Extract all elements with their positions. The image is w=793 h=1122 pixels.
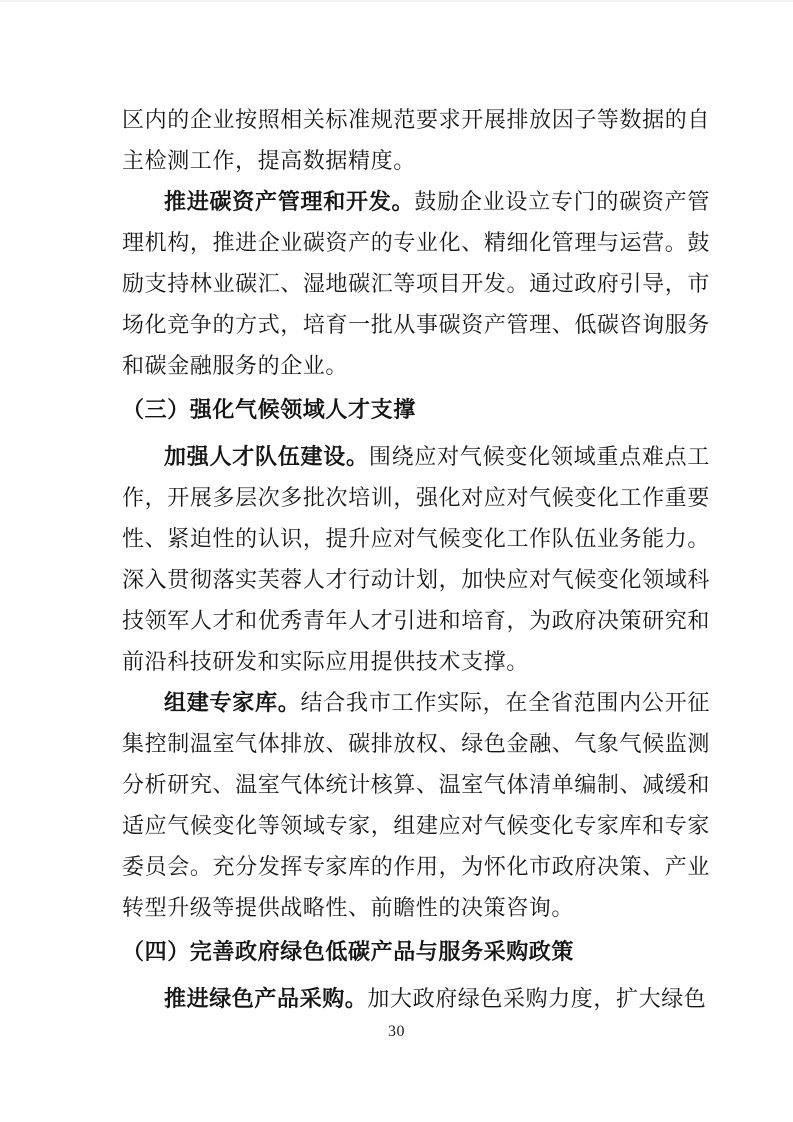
paragraph-text: 区内的企业按照相关标准规范要求开展排放因子等数据的自主检测工作，提高数据精度。 <box>122 107 710 173</box>
document-body <box>122 99 710 1019</box>
page-number: 30 <box>388 1023 405 1040</box>
paragraph-lead: 加强人才队伍建设。 <box>164 444 369 469</box>
paragraph-text: 加大政府绿色采购力度，扩大绿色 <box>367 986 707 1011</box>
paragraph-text: 围绕应对气候变化领域重点难点工作，开展多层次多批次培训，强化对应对气候变化工作重要性、紧迫性的认识，提升应对气候变化工作队伍业务能力。深入贯彻落实芙蓉人才行动计划，加快应对气候变化领域科技领军人才和优秀青年人才引进和培育，为政府决策研究和前沿科技研发和实际应用提供技术支撑。 <box>122 444 710 674</box>
paragraph-carbon-asset <box>122 181 710 386</box>
paragraph-data-monitoring <box>122 99 710 181</box>
section-heading-text: （三）强化气候领域人才支撑 <box>122 397 416 422</box>
paragraph-text: 结合我市工作实际，在全省范围内公开征集控制温室气体排放、碳排放权、绿色金融、气象气候监测分析研究、温室气体统计核算、温室气体清单编制、减缓和适应气候变化等领域专家，组建应对气候变化专家库和专家委员会。充分发挥专家库的作用，为怀化市政府决策、产业转型升级等提供战略性、前瞻性的决策咨询。 <box>122 690 710 920</box>
section-heading-four <box>122 931 710 972</box>
paragraph-lead: 组建专家库。 <box>164 690 301 715</box>
paragraph-expert-pool <box>122 682 710 928</box>
paragraph-lead: 推进绿色产品采购。 <box>164 986 368 1011</box>
paragraph-lead: 推进碳资产管理和开发。 <box>164 189 415 214</box>
page-top-edge <box>0 0 793 2</box>
section-heading-text: （四）完善政府绿色低碳产品与服务采购政策 <box>122 939 575 964</box>
section-heading-three <box>122 389 710 430</box>
paragraph-text: 鼓励企业设立专门的碳资产管理机构，推进企业碳资产的专业化、精细化管理与运营。鼓励支持林业碳汇、湿地碳汇等项目开发。通过政府引导，市场化竞争的方式，培育一批从事碳资产管理、低碳咨询服务和碳金融服务的企业。 <box>122 189 710 378</box>
paragraph-green-procurement <box>122 978 710 1019</box>
paragraph-talent-team <box>122 436 710 682</box>
